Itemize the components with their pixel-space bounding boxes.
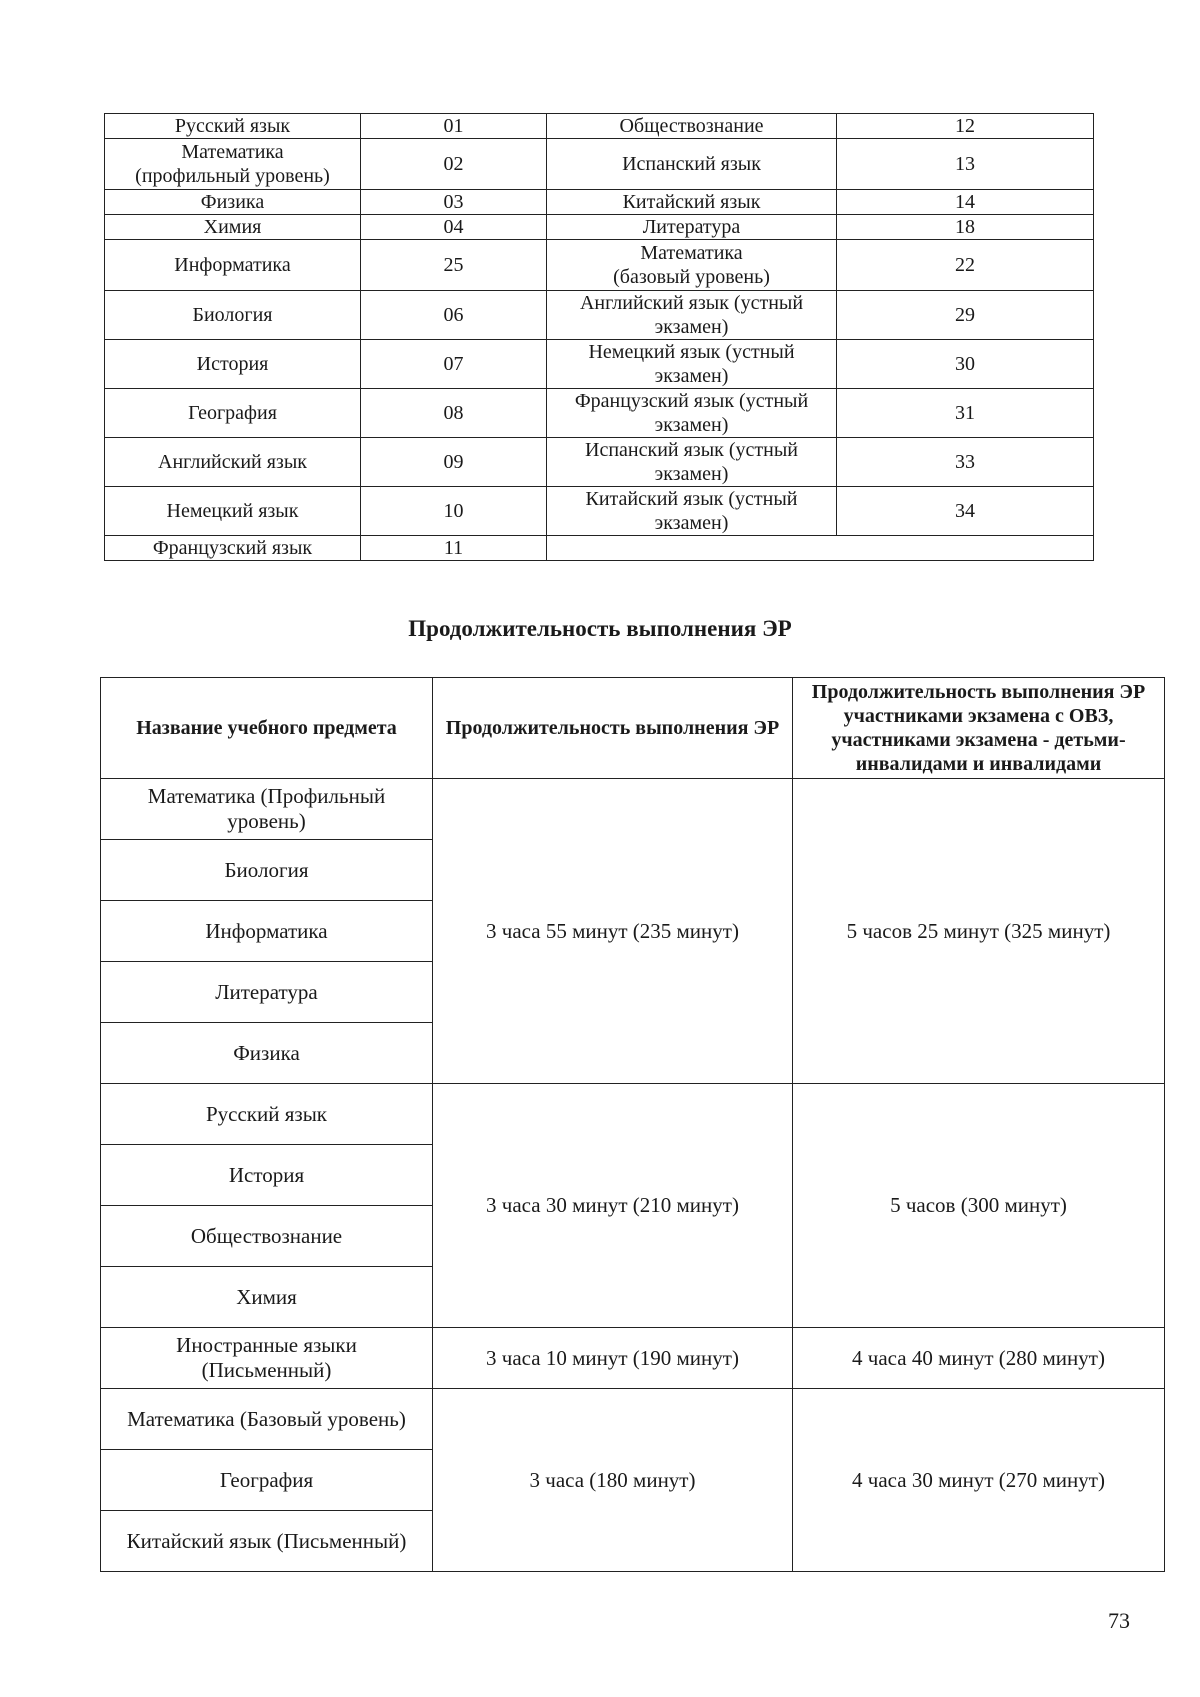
subject-cell: Английский язык (устный экзамен) xyxy=(547,291,837,340)
code-cell: 13 xyxy=(837,139,1094,190)
subject-cell: Литература xyxy=(101,962,433,1023)
empty-cell xyxy=(547,536,1094,561)
code-cell: 04 xyxy=(361,215,547,240)
code-cell: 02 xyxy=(361,139,547,190)
subject-cell: Математика (базовый уровень) xyxy=(547,240,837,291)
subject-cell: Литература xyxy=(547,215,837,240)
header-subject: Название учебного предмета xyxy=(101,678,433,779)
subject-cell: Французский язык (устный экзамен) xyxy=(547,389,837,438)
code-cell: 11 xyxy=(361,536,547,561)
table-row xyxy=(105,114,1094,139)
code-cell: 06 xyxy=(361,291,547,340)
code-cell: 10 xyxy=(361,487,547,536)
code-cell: 08 xyxy=(361,389,547,438)
table-row xyxy=(105,240,1094,291)
subject-cell: Испанский язык (устный экзамен) xyxy=(547,438,837,487)
duration-ovz-cell: 4 часа 30 минут (270 минут) xyxy=(793,1389,1165,1572)
code-cell: 25 xyxy=(361,240,547,291)
code-cell: 30 xyxy=(837,340,1094,389)
table-row xyxy=(105,536,1094,561)
subject-cell: Русский язык xyxy=(101,1084,433,1145)
subject-cell: История xyxy=(101,1145,433,1206)
subject-cell: Русский язык xyxy=(105,114,361,139)
subject-cell: Информатика xyxy=(101,901,433,962)
table-row xyxy=(101,1389,1165,1450)
code-cell: 07 xyxy=(361,340,547,389)
subject-cell: Биология xyxy=(105,291,361,340)
code-cell: 18 xyxy=(837,215,1094,240)
subject-codes-table xyxy=(104,113,1094,561)
subject-cell: Химия xyxy=(101,1267,433,1328)
code-cell: 12 xyxy=(837,114,1094,139)
duration-cell: 3 часа 10 минут (190 минут) xyxy=(433,1328,793,1389)
code-cell: 33 xyxy=(837,438,1094,487)
duration-ovz-cell: 5 часов 25 минут (325 минут) xyxy=(793,779,1165,1084)
table-row xyxy=(101,1084,1165,1145)
header-duration-ovz: Продолжительность выполнения ЭР участниками экзамена с ОВЗ, участниками экзамена - детьми-инвалидами и инвалидами xyxy=(793,678,1165,779)
duration-cell: 3 часа (180 минут) xyxy=(433,1389,793,1572)
subject-cell: Испанский язык xyxy=(547,139,837,190)
subject-cell: Немецкий язык xyxy=(105,487,361,536)
code-cell: 34 xyxy=(837,487,1094,536)
header-duration: Продолжительность выполнения ЭР xyxy=(433,678,793,779)
duration-cell: 3 часа 30 минут (210 минут) xyxy=(433,1084,793,1328)
subject-cell: Математика (профильный уровень) xyxy=(105,139,361,190)
subject-cell: Физика xyxy=(105,190,361,215)
table-row xyxy=(101,779,1165,840)
code-cell: 03 xyxy=(361,190,547,215)
page-number: 73 xyxy=(1108,1608,1130,1633)
table-header-row xyxy=(101,678,1165,779)
table-row xyxy=(105,487,1094,536)
subject-cell: Физика xyxy=(101,1023,433,1084)
subject-cell: Немецкий язык (устный экзамен) xyxy=(547,340,837,389)
code-cell: 31 xyxy=(837,389,1094,438)
table-row xyxy=(101,1328,1165,1389)
table-row xyxy=(105,190,1094,215)
subject-cell: Иностранные языки (Письменный) xyxy=(101,1328,433,1389)
subject-cell: Математика (Профильный уровень) xyxy=(101,779,433,840)
code-cell: 14 xyxy=(837,190,1094,215)
subject-cell: Французский язык xyxy=(105,536,361,561)
subject-cell: Китайский язык (Письменный) xyxy=(101,1511,433,1572)
section-title: Продолжительность выполнения ЭР xyxy=(408,616,792,641)
duration-ovz-cell: 4 часа 40 минут (280 минут) xyxy=(793,1328,1165,1389)
subject-cell: География xyxy=(101,1450,433,1511)
subject-cell: Математика (Базовый уровень) xyxy=(101,1389,433,1450)
subject-cell: Китайский язык xyxy=(547,190,837,215)
duration-cell: 3 часа 55 минут (235 минут) xyxy=(433,779,793,1084)
subject-cell: Обществознание xyxy=(547,114,837,139)
duration-ovz-cell: 5 часов (300 минут) xyxy=(793,1084,1165,1328)
subject-cell: Английский язык xyxy=(105,438,361,487)
subject-cell: Информатика xyxy=(105,240,361,291)
subject-cell: Биология xyxy=(101,840,433,901)
table-row xyxy=(105,291,1094,340)
subject-cell: Обществознание xyxy=(101,1206,433,1267)
code-cell: 09 xyxy=(361,438,547,487)
table-row xyxy=(105,438,1094,487)
table-row xyxy=(105,389,1094,438)
subject-cell: История xyxy=(105,340,361,389)
subject-cell: Химия xyxy=(105,215,361,240)
code-cell: 01 xyxy=(361,114,547,139)
table-row xyxy=(105,139,1094,190)
table-row xyxy=(105,215,1094,240)
duration-table xyxy=(100,677,1165,1572)
code-cell: 29 xyxy=(837,291,1094,340)
subject-cell: Китайский язык (устный экзамен) xyxy=(547,487,837,536)
code-cell: 22 xyxy=(837,240,1094,291)
subject-cell: География xyxy=(105,389,361,438)
table-row xyxy=(105,340,1094,389)
